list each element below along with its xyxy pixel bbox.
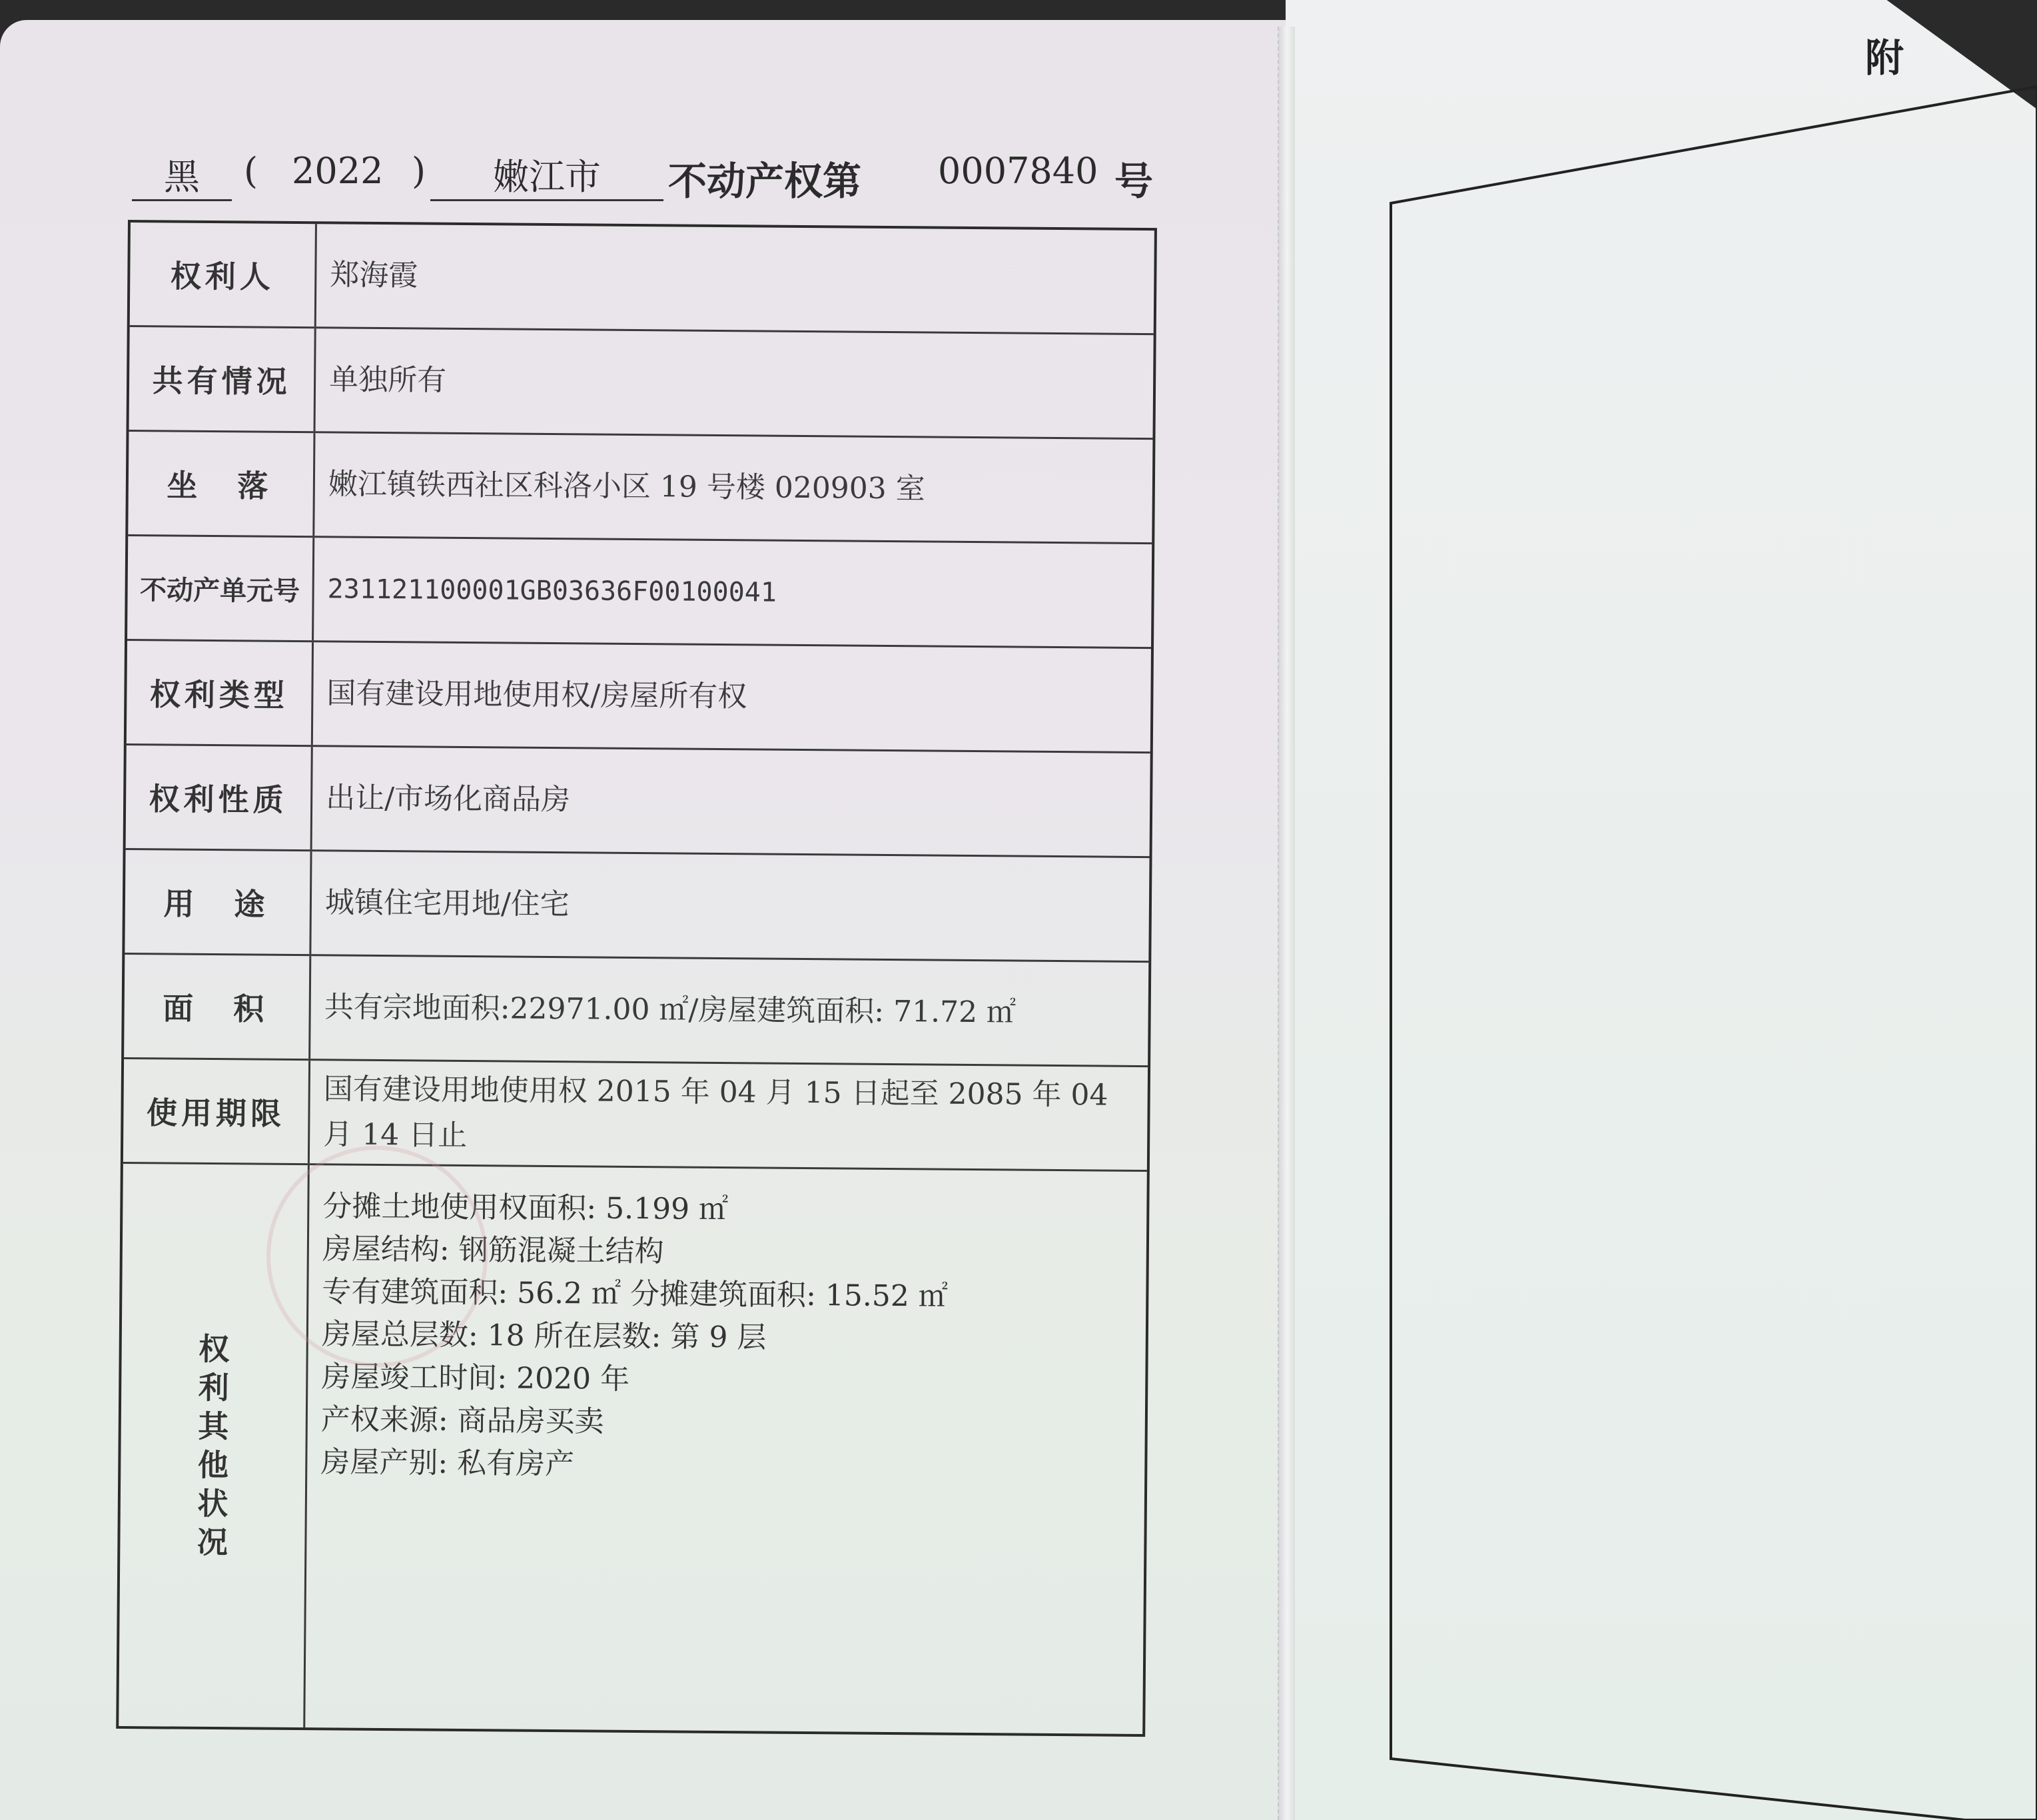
label-char: 其 xyxy=(198,1408,229,1445)
list-item: 专有建筑面积: 56.2 ㎡ 分摊建筑面积: 15.52 ㎡ xyxy=(322,1274,949,1314)
list-item: 房屋结构: 钢筋混凝土结构 xyxy=(322,1232,664,1269)
row-label: 权利性质 xyxy=(126,745,313,849)
row-value: 国有建设用地使用权 2015 年 04 月 15 日起至 2085 年 04 月 14 日止 xyxy=(323,1072,1108,1153)
appendix-title: 附 xyxy=(1865,35,1904,81)
row-label: 面积 xyxy=(124,955,311,1059)
row-label: 坐落 xyxy=(128,432,315,536)
row-value: 城镇住宅用地/住宅 xyxy=(324,885,570,922)
row-label: 共有情况 xyxy=(129,327,316,431)
label-char: 状 xyxy=(197,1485,228,1522)
row-label: 使用期限 xyxy=(123,1059,310,1163)
list-item: 分摊土地使用权面积: 5.199 ㎡ xyxy=(322,1189,729,1227)
row-value: 郑海霞 xyxy=(330,258,418,293)
certificate-number: 0007840 xyxy=(938,150,1098,192)
row-label: 权利类型 xyxy=(127,641,314,745)
label-char: 权 xyxy=(198,1330,230,1368)
paren-close: ) xyxy=(412,150,426,192)
label-char: 他 xyxy=(197,1446,229,1484)
row-label: 不动产单元号 xyxy=(127,536,314,640)
number-suffix: 号 xyxy=(1114,159,1154,204)
row-value: 出让/市场化商品房 xyxy=(325,781,571,817)
label-char: 况 xyxy=(197,1524,228,1561)
row-value: 231121100001GB03636F00100041 xyxy=(327,574,777,608)
row-value: 嫩江镇铁西社区科洛小区 19 号楼 020903 室 xyxy=(328,467,925,506)
list-item: 产权来源: 商品房买卖 xyxy=(320,1402,604,1439)
list-item: 房屋产别: 私有房产 xyxy=(320,1445,575,1482)
province-field: 黑 xyxy=(132,149,232,201)
row-value: 单独所有 xyxy=(328,362,447,398)
certificate-title: 不动产权第 xyxy=(668,159,862,204)
label-char: 利 xyxy=(198,1369,229,1406)
row-value: 国有建设用地使用权/房屋所有权 xyxy=(326,676,747,714)
city-field: 嫩江市 xyxy=(430,149,663,201)
row-label: 权利人 xyxy=(130,223,317,326)
list-item: 房屋总层数: 18 所在层数: 第 9 层 xyxy=(321,1317,767,1355)
row-value: 共有宗地面积:22971.00 ㎡/房屋建筑面积: 71.72 ㎡ xyxy=(324,990,1017,1030)
paren-open: ( xyxy=(244,150,258,192)
row-label: 用途 xyxy=(125,850,312,954)
year-field: 2022 xyxy=(292,150,384,192)
list-item: 房屋竣工时间: 2020 年 xyxy=(321,1360,630,1396)
